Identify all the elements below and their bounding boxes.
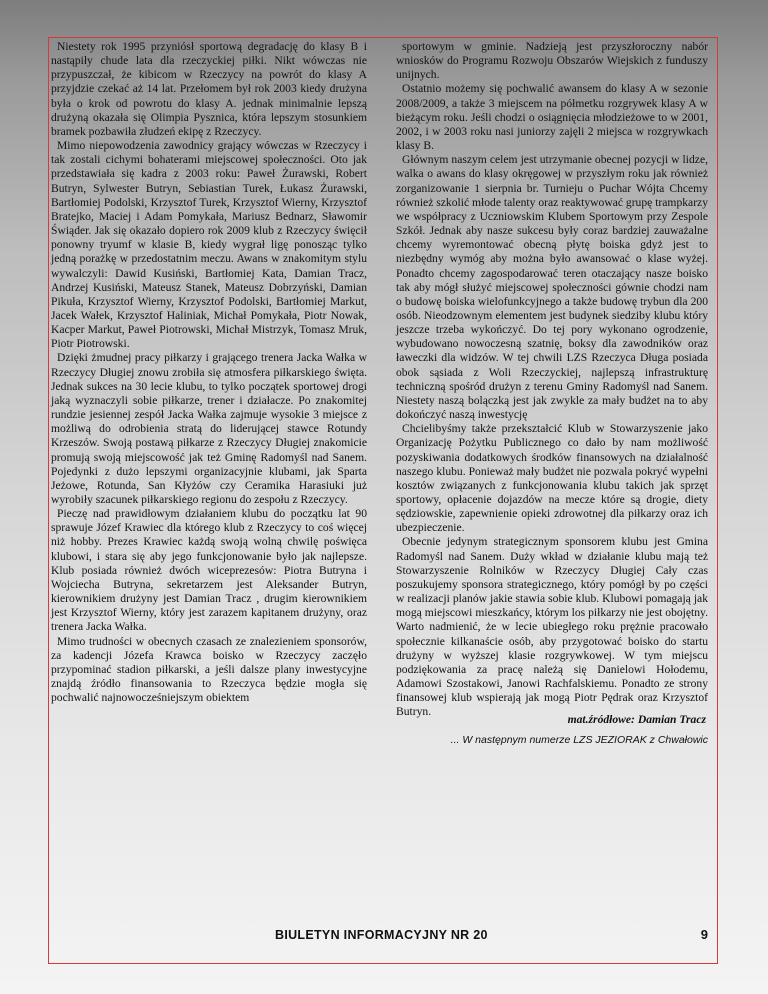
article-paragraph: Ostatnio możemy się pochwalić awansem do klasy A w sezonie 2008/2009, a także 3 miejscem na półmetku rozgrywek klasy A w bieżącym roku. Jeśli chodzi o osiągnięcia młodzieżowe to w 2001, 2002, i w 2003 roku nasi juniorzy zajęli 2 miejsca w rozgrywkach klasy B. xyxy=(396,82,708,153)
article-paragraph: Pieczę nad prawidłowym działaniem klubu do początku lat 90 sprawuje Józef Krawiec dla którego klub z Rzeczycy to coś więcej niż hobby. Prezes Krawiec każdą swoją wolną chwilę poświęca klubowi, i stara się aby jego funkcjonowanie było jak najlepsze. Klub posiada również dwóch wiceprezesów: Piotra Butryna i Wojciecha Butryna, sekretarzem jest Aleksander Butryn, kierownikiem drużyny jest Damian Tracz , drugim kierownikiem jest Krzysztof Wierny, który jest zarazem kapitanem drużyny, oraz trenera Jacka Wałka. xyxy=(51,507,367,634)
article-paragraph: Głównym naszym celem jest utrzymanie obecnej pozycji w lidze, walka o awans do klasy okręgowej w przyszłym roku jak również zorganizowanie 1 sierpnia br. Turnieju o Puchar Wójta Chcemy również szkolić młode talenty oraz reaktywować grupę trampkarzy we współpracy z Uczniowskim Klubem Sportowym przy Zespole Szkół. Jednak aby nasze sukcesu były coraz bardziej zauważalne chcemy wyremontować obecną płytę boiska gdyż jest to niezbędny wymóg aby można było awansować o klase wyżej. Ponadto chcemy zagospodarować teren otaczający nasze boisko tak aby mógł służyć miejscowej społeczności gównie chodzi nam o budowę boiska wielofunkcyjnego a także budowę trybun dla 200 osób. Nieodzownym elementem jest budynek siedziby klubu który jeszcze trzeba wykończyć. Do tej pory wykonano ogrodzenie, wybudowano nowoczesną szatnię, boksy dla zawodników oraz ławeczki dla widzów. W tej chwili LZS Rzeczyca Długa posiada obok sąsiada z Woli Rzeczyckiej, najlepszą infrastrukturę techniczną spośród drużyn z terenu Gminy Radomyśl nad Sanem. Niestety naszą bolączką jest jak zwykle za mały budżet na to aby dokończyć naszą inwestycję xyxy=(396,153,708,422)
article-paragraph: Dzięki żmudnej pracy piłkarzy i grającego trenera Jacka Wałka w Rzeczycy Długiej znowu zrobiła się atmosfera piłkarskiego święta. Jednak sukces na 30 lecie klubu, to tylko początek sportowej drogi jaką wyznaczyli sobie piłkarze, trener i działacze. Po znakomitej rundzie jesiennej zespół Jacka Wałka zajmuje wysokie 3 miejsce z możliwą do odrobienia stratą do liderującej stawce Rotundy Krzeszów. Swoją postawą piłkarze z Rzeczycy Długiej znakomicie promują swoją miejscowość jak też Gminę Radomyśl nad Sanem. Pojedynki z dużo lepszymi organizacyjnie klubami, jak Sparta Jeżowe, Rotunda, San Kłyżów czy Ceramika Harasiuki już wyrobiły szacunek piłkarskiego regionu do zespołu z Rzeczycy. xyxy=(51,351,367,506)
page-number: 9 xyxy=(700,927,708,942)
article-paragraph: Mimo trudności w obecnych czasach ze znalezieniem sponsorów, za kadencji Józefa Krawca boisko w Rzeczycy zaczęło przypominać stadion piłkarski, a jeśli dalsze plany inwestycyjne znajdą źródło finansowania to Rzeczyca będzie mogła się pochwalić najnowocześniejszym obiektem xyxy=(51,634,367,705)
article-paragraph: Mimo niepowodzenia zawodnicy grający wówczas w Rzeczycy i tak zostali cichymi bohaterami miejscowej społeczności. Oto jak przedstawiała się kadra z 2003 roku: Paweł Żurawski, Robert Butryn, Sylwester Butryn, Sebiastian Turek, Łukasz Żurawski, Bartłomiej Podolski, Krzysztof Turek, Krzysztof Wierny, Krzysztof Bratejko, Maciej i Adam Pomykała, Mariusz Bednarz, Sławomir Świąder. Jak się okazało dopiero rok 2009 klub z Rzeczycy święcił ponowny tryumf w klasie B, kiedy wygrał ligę ponosząc tylko jedną porażkę w przedostatnim meczu. Awans w znakomitym stylu wywalczyli: Dawid Kusiński, Bartłomiej Kata, Damian Tracz, Andrzej Kusiński, Mateusz Stanek, Mateusz Dobrzyński, Damian Pikuła, Krzysztof Wierny, Krzysztof Podolski, Bartłomiej Markut, Jacek Wałek, Krzysztof Haliniak, Michał Pomykała, Piotr Nowak, Kacper Markut, Paweł Piotrowski, Michał Mistrzyk, Tomasz Mruk, Piotr Piotrowski. xyxy=(51,139,367,351)
article-paragraph: sportowym w gminie. Nadzieją jest przyszłoroczny nabór wniosków do Programu Rozwoju Obszarów Wiejskich z funduszy unijnych. xyxy=(396,40,708,82)
article-right-column xyxy=(396,40,708,720)
source-signature: mat.źródłowe: Damian Tracz xyxy=(567,713,706,726)
next-issue-note: ... W następnym numerze LZS JEZIORAK z Chwałowic xyxy=(450,734,708,746)
article-paragraph: Niestety rok 1995 przyniósł sportową degradację do klasy B i nastąpiły chude lata dla rzeczyckiej piłki. Nikt wówczas nie przypuszczał, że kibicom w Rzeczycy na powrót do klasy A przyjdzie czekać aż 14 lat. Przełomem był rok 2003 kiedy drużyna była o krok od powrotu do klasy A. jednak minimalnie lepszą drużyną okazała się Olimpia Pysznica, która lepszym stosunkiem bramek pozbawiła złudzeń ekipę z Rzeczycy. xyxy=(51,40,367,138)
article-paragraph: Obecnie jedynym strategicznym sponsorem klubu jest Gmina Radomyśl nad Sanem. Duży wkład w działanie klubu mają też Stowarzyszenie Rolników w Rzeczycy Długiej Cały czas poszukujemy sponsora strategicznego, który pomógł by po części w realizacji planów jakie stawia sobie klub. Klubowi pomagają jak mogą miejscowi mieszkańcy, którym los piłkarzy nie jest obojętny. Warto nadmienić, że w lecie ubiegłego roku prężnie pracowało społecznie kilkanaście osób, aby przygotować boisko do startu drużyny w wyższej klasie rozgrywkowej. W tym miejscu podziękowania za pracę należą się Danielowi Hołodemu, Adamowi Szostakowi, Janowi Rachfalskiemu. Ponadto ze strony finansowej klub wspierają jak mogą Piotr Pędrak oraz Krzysztof Butryn. xyxy=(396,535,708,719)
article-left-column xyxy=(51,40,367,705)
article-paragraph: Chcielibyśmy także przekształcić Klub w Stowarzyszenie jako Organizację Pożytku Publicznego co dało by nam możliwość pozyskiwania dodatkowych środków finansowych na działalność naszego klubu. Ponieważ mały budżet nie pozwala pokryć wypełni kosztów związanych z funkcjonowania klubu takich jak sprzęt sportowy, opłacenie dojazdów na mecze które są drogie, diety sędziowskie, zapewnienie opieki zdrowotnej dla piłkarzy oraz ich ubezpieczenie. xyxy=(396,422,708,535)
footer-publication-title: BIULETYN INFORMACYJNY NR 20 xyxy=(275,928,488,942)
